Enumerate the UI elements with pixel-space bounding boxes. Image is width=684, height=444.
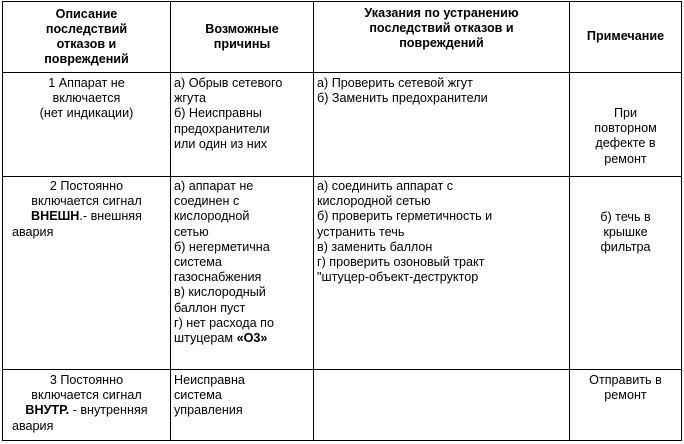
table-header-row: [3, 2, 682, 73]
row1-description: 1 Аппарат не включается (нет индикации): [3, 73, 171, 177]
signal-external: ВНЕШН: [31, 209, 80, 224]
row3-fixes: [314, 370, 570, 441]
row3-note: Отправить в ремонт: [570, 370, 682, 441]
table-row: [3, 370, 682, 441]
row2-fixes: а) соединить аппарат с кислородной сетью б) проверить герметичность и устранить течь в) заменить баллон г) проверить озоновый тракт "штуцер-объект-деструктор: [314, 177, 570, 370]
row2-description: 2 Постоянно включается сигнал ВНЕШН.- внешняя авария: [3, 177, 171, 370]
row1-causes: а) Обрыв сетевого жгута б) Неисправны предохранители или один из них: [171, 73, 314, 177]
port-o3-label: «О3»: [236, 331, 268, 346]
row3-description: 3 Постоянно включается сигнал ВНУТР. - внутренняя авария: [3, 370, 171, 441]
table-row: [3, 73, 682, 177]
row3-causes: Неисправна система управления: [171, 370, 314, 441]
signal-internal: ВНУТР.: [25, 403, 70, 418]
header-fixes: Указания по устранению последствий отказов и повреждений: [314, 2, 570, 73]
row1-note: При повторном дефекте в ремонт: [570, 73, 682, 177]
fault-table: [2, 1, 682, 441]
row2-causes: а) аппарат не соединен с кислородной сетью б) негерметична система газоснабжения в) кислородный баллон пуст г) нет расхода по штуцерам «О3»: [171, 177, 314, 370]
header-description: Описание последствий отказов и повреждений: [3, 2, 171, 73]
row1-fixes: а) Проверить сетевой жгут б) Заменить предохранители: [314, 73, 570, 177]
table-row: [3, 177, 682, 370]
header-causes: Возможные причины: [171, 2, 314, 73]
header-note: Примечание: [570, 2, 682, 73]
row2-note: б) течь в крышке фильтра: [570, 177, 682, 370]
